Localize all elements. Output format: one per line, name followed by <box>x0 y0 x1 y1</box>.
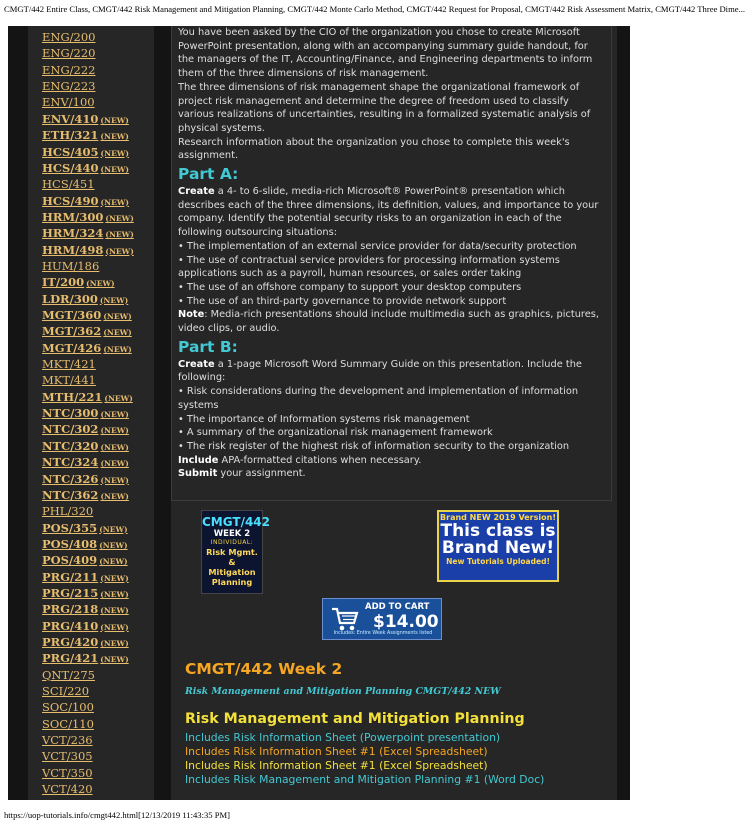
logo-type: INDIVIDUAL: <box>210 539 254 546</box>
sidebar-link-hcs-405[interactable] <box>42 144 129 161</box>
note-text: : Media-rich presentations should include multimedia such as graphics, pictures, video clips, or audio. <box>178 309 599 335</box>
sidebar-link-code: PRG/215 <box>42 585 99 600</box>
note-lead: Note <box>178 309 205 321</box>
sidebar-link-mgt-426[interactable] <box>42 340 132 357</box>
sidebar-link-code: VCT/305 <box>42 749 93 764</box>
page-url-footer: https://uop-tutorials.info/cmgt442.html[12/13/2019 11:43:35 PM] <box>4 810 230 820</box>
new-badge: (NEW) <box>100 573 129 583</box>
part-a-bullet-1: • The implementation of an external service provider for data/security protection <box>178 240 577 252</box>
sidebar-link-ntc-300[interactable] <box>42 405 129 422</box>
sidebar-link-mkt-441[interactable] <box>42 372 96 389</box>
sidebar-link-hrm-324[interactable] <box>42 225 134 242</box>
logo-topic-3: Planning <box>211 577 253 587</box>
new-badge: (NEW) <box>103 328 132 338</box>
sidebar-link-code: MGT/360 <box>42 308 102 322</box>
sidebar-link-code: IT/200 <box>42 275 85 290</box>
sidebar-link-hcs-440[interactable] <box>42 160 129 177</box>
sidebar-link-hcs-490[interactable] <box>42 193 129 210</box>
sidebar-link-mgt-362[interactable] <box>42 323 132 340</box>
sidebar-link-ntc-324[interactable] <box>42 454 129 471</box>
sidebar-link-code: MKT/421 <box>42 357 96 371</box>
sidebar-link-hrm-498[interactable] <box>42 242 134 259</box>
add-to-cart-label: ADD TO CART <box>365 602 430 612</box>
sidebar-link-code: VCT/350 <box>42 765 93 780</box>
sidebar-link-ntc-320[interactable] <box>42 438 129 455</box>
logo-week: WEEK 2 <box>213 529 251 539</box>
submit-text: your assignment. <box>217 468 306 480</box>
part-b-bullet-2: • The importance of Information systems risk management <box>178 413 470 425</box>
sidebar-link-pos-355[interactable] <box>42 520 128 537</box>
sidebar-link-code: LDR/300 <box>42 291 98 306</box>
sidebar-link-env-410[interactable] <box>42 111 129 128</box>
new-badge: (NEW) <box>100 491 129 501</box>
sidebar-link-pos-408[interactable] <box>42 536 128 553</box>
sidebar-link-eng-222[interactable] <box>42 62 95 79</box>
sidebar-link-code: NTC/320 <box>42 438 99 453</box>
sidebar-link-code: HUM/186 <box>42 258 100 273</box>
new-badge: (NEW) <box>103 344 132 354</box>
promo-images <box>171 510 617 596</box>
include-lead: Include <box>178 454 219 466</box>
part-b-title: Part B: <box>178 337 238 356</box>
new-badge: (NEW) <box>100 442 129 452</box>
sidebar-link-code: HCS/440 <box>42 160 99 175</box>
sidebar-link-code: NTC/326 <box>42 471 99 486</box>
intro-paragraph-2: The three dimensions of risk management shape the organizational framework of project risk management and determine the degree of freedom used to classify various realizations of uncertainties, resulting in a formalized systematic analysis of physical systems. <box>178 81 591 134</box>
sidebar-link-pos-409[interactable] <box>42 552 128 569</box>
part-b-bullet-4: • The risk register of the highest risk of information security to the organization <box>178 440 570 452</box>
sidebar-link-code: HRM/498 <box>42 242 104 257</box>
sidebar-link-prg-215[interactable] <box>42 585 129 602</box>
new-badge: (NEW) <box>105 230 134 240</box>
sidebar-link-soc-100[interactable] <box>42 699 94 716</box>
sidebar-link-code: MGT/362 <box>42 324 102 339</box>
sidebar-link-eng-200[interactable] <box>42 29 95 46</box>
part-b-instruction <box>178 358 600 385</box>
include-text: APA-formatted citations when necessary. <box>218 454 422 466</box>
sidebar-link-prg-420[interactable] <box>42 634 129 651</box>
sidebar-link-ntc-362[interactable] <box>42 487 129 504</box>
includes-line-1: Includes Risk Information Sheet (Powerpoint presentation) <box>185 731 501 744</box>
part-b-lead: Create <box>178 358 215 370</box>
main-content <box>171 26 617 800</box>
sidebar-link-phl-320[interactable] <box>42 503 93 520</box>
part-a-bullet-4: • The use of an third-party governance to provide network support <box>178 295 507 307</box>
sidebar-link-prg-218[interactable] <box>42 601 129 618</box>
new-badge: (NEW) <box>100 148 129 158</box>
sidebar-link-code: SOC/110 <box>42 716 94 731</box>
sidebar-link-code: SOC/100 <box>42 700 94 715</box>
sidebar-link-vct-420[interactable] <box>42 781 93 798</box>
includes-line-2: Includes Risk Information Sheet #1 (Excel Spreadsheet) <box>185 745 488 758</box>
sidebar-course-list <box>28 26 154 800</box>
part-a-text: a 4- to 6-slide, media-rich Microsoft® PowerPoint® presentation which describes each of the three dimensions, its definition, values, and importance to your company. Identify the potential security risks to an organization in each of the following outsourcing situations: <box>178 186 599 239</box>
brand-badge-bottom: New Tutorials Uploaded! <box>446 557 550 566</box>
logo-topic-2: Mitigation <box>208 567 256 577</box>
brand-badge-top: Brand NEW 2019 Version! <box>440 513 556 522</box>
part-b-bullet-1: • Risk considerations during the development and implementation of information systems <box>178 386 579 411</box>
price-label: $14.00 <box>373 612 439 632</box>
new-badge: (NEW) <box>100 132 129 142</box>
sidebar-link-code: ENG/223 <box>42 79 96 94</box>
sidebar-link-code: POS/408 <box>42 536 98 551</box>
sidebar-link-code: ENV/410 <box>42 111 99 126</box>
sidebar-link-code: VCT/236 <box>42 733 93 748</box>
part-a-bullet-2: • The use of contractual service providers for processing information systems applications such as a payroll, human resources, or sales order taking <box>178 254 560 280</box>
submit-paragraph <box>178 467 600 481</box>
new-badge: (NEW) <box>105 246 134 256</box>
include-paragraph <box>178 454 600 468</box>
sidebar-link-code: POS/355 <box>42 520 98 535</box>
sidebar-link-mth-221[interactable] <box>42 389 133 406</box>
sidebar-link-code: NTC/324 <box>42 455 99 470</box>
new-badge: (NEW) <box>100 655 129 665</box>
sidebar-link-code: VCT/420 <box>42 782 93 797</box>
new-badge: (NEW) <box>105 213 134 223</box>
assignment-description <box>171 26 612 501</box>
sidebar-link-code: HRM/300 <box>42 209 104 224</box>
sidebar-link-hum-186[interactable] <box>42 258 99 275</box>
part-b-bullet-3: • A summary of the organizational risk management framework <box>178 427 493 439</box>
intro-paragraph-1: You have been asked by the CIO of the organization you chose to create Microsoft PowerPoint presentation, along with an accompanying summary guide handout, for the managers of the IT, Accounting/Finance, and Engineering departments to inform them of the three dimensions of risk management. <box>178 27 593 80</box>
sidebar-link-code: PHL/320 <box>42 504 94 519</box>
sidebar-link-sci-220[interactable] <box>42 683 89 700</box>
page-frame <box>8 26 630 800</box>
new-badge: (NEW) <box>99 524 128 534</box>
new-badge: (NEW) <box>100 197 129 207</box>
new-badge: (NEW) <box>100 459 129 469</box>
sidebar-link-eng-220[interactable] <box>42 45 95 62</box>
sidebar-link-qnt-275[interactable] <box>42 667 95 684</box>
sidebar-link-ntc-302[interactable] <box>42 421 129 438</box>
course-week-logo <box>201 510 271 594</box>
cart-note: Includes: Entire Week Assignments listed <box>333 631 433 636</box>
sidebar-link-code: HCS/490 <box>42 193 99 208</box>
logo-topic-1: Risk Mgmt. & <box>206 547 258 567</box>
sidebar-link-prg-410[interactable] <box>42 618 129 635</box>
sidebar-link-vct-350[interactable] <box>42 765 93 782</box>
new-badge: (NEW) <box>100 115 129 125</box>
sidebar-link-code: ENV/100 <box>42 95 95 110</box>
sidebar-link-code: QNT/275 <box>42 667 95 682</box>
sidebar-link-mgt-360[interactable] <box>42 307 132 324</box>
sidebar-link-code: HCS/405 <box>42 144 99 159</box>
includes-line-3: Includes Risk Information Sheet #1 (Excel Spreadsheet) <box>185 759 488 772</box>
risk-management-title: Risk Management and Mitigation Planning <box>185 711 525 727</box>
includes-line-4: Includes Risk Management and Mitigation Planning #1 (Word Doc) <box>185 773 545 786</box>
sidebar-link-code: SCI/220 <box>42 684 90 698</box>
sidebar-link-vct-305[interactable] <box>42 748 93 765</box>
sidebar-link-code: ETH/321 <box>42 128 99 143</box>
new-badge: (NEW) <box>99 295 129 305</box>
sidebar-link-prg-421[interactable] <box>42 650 129 667</box>
part-a-title: Part A: <box>178 165 239 184</box>
sidebar-link-code: ENG/220 <box>42 46 96 61</box>
part-a-bullet-3: • The use of an offshore company to support your desktop computers <box>178 281 522 293</box>
sidebar-link-code: HCS/451 <box>42 177 95 192</box>
sidebar-link-mkt-421[interactable] <box>42 356 96 373</box>
new-badge: (NEW) <box>100 589 129 599</box>
new-badge: (NEW) <box>100 164 129 174</box>
sidebar-link-code: MKT/441 <box>42 373 96 388</box>
week-title: CMGT/442 Week 2 <box>185 660 343 678</box>
part-a-instruction <box>178 185 600 240</box>
sidebar-link-vct-236[interactable] <box>42 732 93 749</box>
sidebar-link-prg-211[interactable] <box>42 569 129 586</box>
sidebar-link-env-100[interactable] <box>42 94 95 111</box>
new-badge: (NEW) <box>99 540 128 550</box>
logo-course: CMGT/442 <box>202 515 271 529</box>
sidebar-link-code: ENG/200 <box>42 30 96 44</box>
sidebar-link-code: PRG/211 <box>42 569 99 584</box>
new-badge: (NEW) <box>100 606 129 616</box>
sidebar-link-code: PRG/421 <box>42 651 99 666</box>
sidebar-link-code: NTC/302 <box>42 422 99 437</box>
new-badge: (NEW) <box>104 393 133 403</box>
sidebar-link-eth-321[interactable] <box>42 127 129 144</box>
brand-badge-line-2: Brand New! <box>441 538 555 558</box>
part-b-text: a 1-page Microsoft Word Summary Guide on this presentation. Include the following: <box>178 358 582 384</box>
sidebar-link-hcs-451[interactable] <box>42 176 95 193</box>
sidebar-link-eng-223[interactable] <box>42 78 95 95</box>
sidebar-link-code: NTC/362 <box>42 487 99 502</box>
new-badge: (NEW) <box>100 475 129 485</box>
new-badge: (NEW) <box>100 622 129 632</box>
sidebar-link-code: PRG/218 <box>42 602 99 617</box>
new-badge: (NEW) <box>103 312 132 321</box>
sidebar-link-code: PRG/420 <box>42 635 99 649</box>
new-badge: (NEW) <box>100 426 129 436</box>
sidebar-link-code: NTC/300 <box>42 406 99 421</box>
part-a-lead: Create <box>178 186 215 198</box>
sidebar-link-code: HRM/324 <box>42 226 104 241</box>
sidebar-link-soc-110[interactable] <box>42 716 94 733</box>
submit-lead: Submit <box>178 468 218 480</box>
shopping-cart-icon <box>330 605 360 633</box>
browser-title: CMGT/442 Entire Class, CMGT/442 Risk Management and Mitigation Planning, CMGT/442 Monte Carlo Method, CMGT/442 Request for Proposal, CMGT/442 Risk Assessment Matrix, CMGT/442 Three Dime... <box>4 4 745 14</box>
intro-paragraph-3: Research information about the organization you chose to complete this week's assignment. <box>178 136 570 162</box>
sidebar-link-code: ENG/222 <box>42 62 96 77</box>
sidebar-link-it-200[interactable] <box>42 274 115 291</box>
sidebar-link-hrm-300[interactable] <box>42 209 134 226</box>
sidebar-link-code: MTH/221 <box>42 389 103 404</box>
week-subtitle: Risk Management and Mitigation Planning CMGT/442 NEW <box>185 686 501 697</box>
new-badge: (NEW) <box>99 557 128 567</box>
brand-badge-line-1: This class is <box>440 521 556 541</box>
note-paragraph <box>178 308 600 335</box>
sidebar-link-ldr-300[interactable] <box>42 291 128 308</box>
sidebar-link-ntc-326[interactable] <box>42 471 129 488</box>
new-badge: (NEW) <box>86 279 115 289</box>
new-badge: (NEW) <box>100 410 129 420</box>
new-badge: (NEW) <box>100 639 129 648</box>
brand-new-badge <box>437 510 559 582</box>
add-to-cart-button[interactable] <box>322 598 442 640</box>
sidebar-link-code: PRG/410 <box>42 618 99 633</box>
sidebar-link-code: MGT/426 <box>42 340 102 355</box>
sidebar-link-code: POS/409 <box>42 553 98 568</box>
